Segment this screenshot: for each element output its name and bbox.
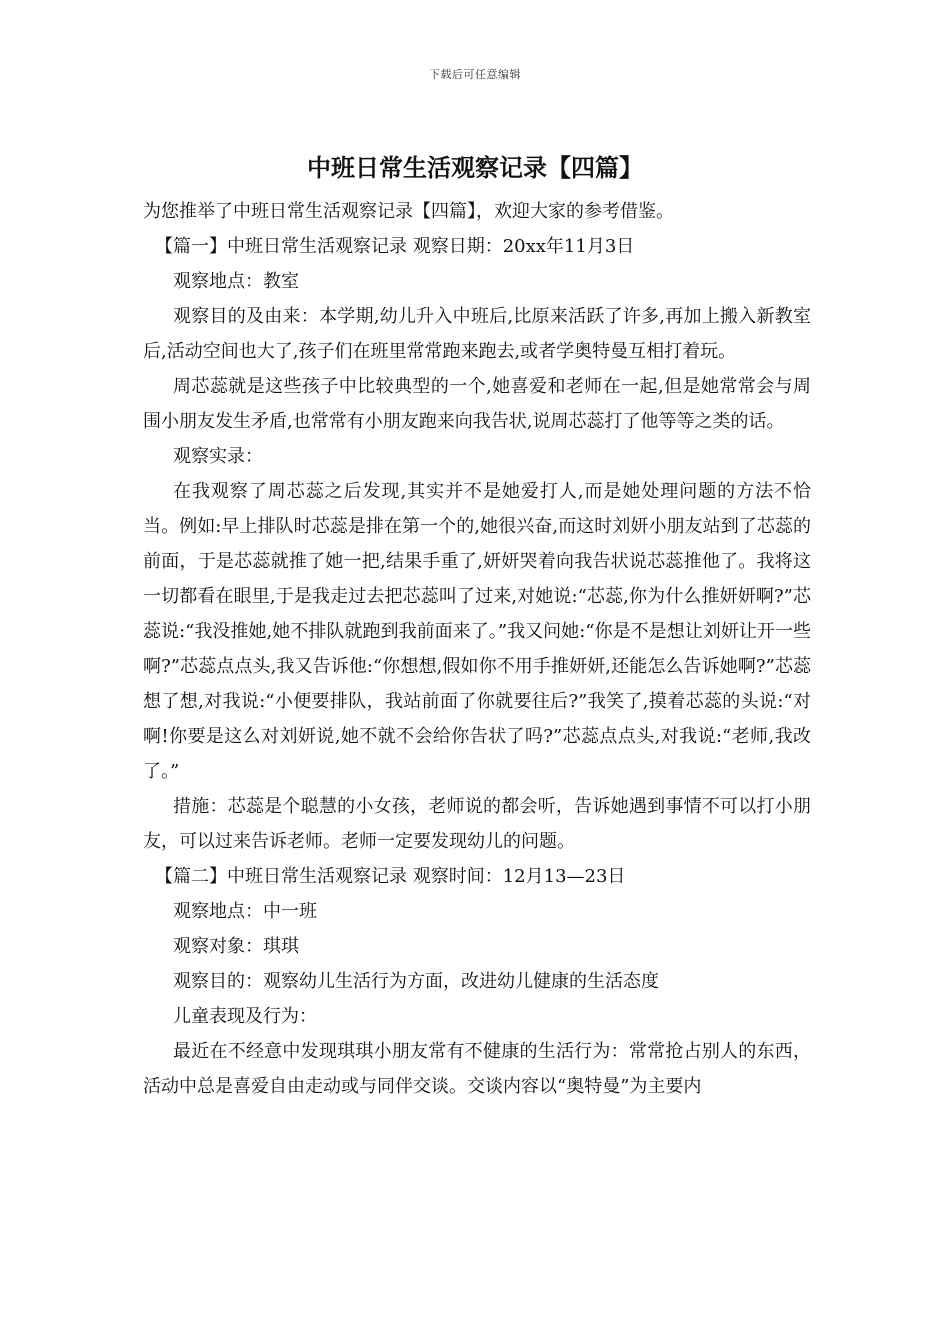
section-2-heading: 【篇二】中班日常生活观察记录 观察时间：12月13—23日 [155, 866, 626, 887]
intro-paragraph: 为您推举了中班日常生活观察记录【四篇】，欢迎大家的参考借鉴。 [143, 201, 674, 222]
paragraph: 观察目的：观察幼儿生活行为方面，改进幼儿健康的生活态度 [173, 971, 659, 992]
paragraph: 观察地点：教室 [173, 271, 299, 292]
document-title: 中班日常生活观察记录【四篇】 [307, 153, 643, 182]
paragraph: 措施：芯蕊是个聪慧的小女孩，老师说的都会听，告诉她遇到事情不可以打小朋友，可以过来告诉老师。老师一定要发现幼儿的问题。 [143, 796, 811, 852]
section-1-heading: 【篇一】中班日常生活观察记录 观察日期：20xx年11月3日 [155, 236, 635, 257]
paragraph: 周芯蕊就是这些孩子中比较典型的一个,她喜爱和老师在一起,但是她常常会与周围小朋友发生矛盾,也常常有小朋友跑来向我告状,说周芯蕊打了他等等之类的话。 [143, 376, 811, 432]
paragraph: 观察对象：琪琪 [173, 936, 299, 957]
document-body [143, 194, 811, 1104]
paragraph: 观察地点：中一班 [173, 901, 317, 922]
paragraph: 儿童表现及行为： [173, 1006, 317, 1027]
paragraph: 在我观察了周芯蕊之后发现,其实并不是她爱打人,而是她处理问题的方法不恰当。例如:早上排队时芯蕊是排在第一个的,她很兴奋,而这时刘妍小朋友站到了芯蕊的前面，于是芯蕊就推了她一把,结果手重了,妍妍哭着向我告状说芯蕊推他了。我将这一切都看在眼里,于是我走过去把芯蕊叫了过来,对她说:“芯蕊,你为什么推妍妍啊?”芯蕊说:“我没推她,她不排队就跑到我前面来了。”我又问她:“你是不是想让刘妍让开一些啊?”芯蕊点点头,我又告诉他:“你想想,假如你不用手推妍妍,还能怎么告诉她啊?”芯蕊想了想,对我说:“小便要排队，我站前面了你就要往后?”我笑了,摸着芯蕊的头说:“对啊!你要是这么对刘妍说,她不就不会给你告状了吗?”芯蕊点点头,对我说:“老师,我改了。” [143, 481, 811, 782]
paragraph: 观察实录： [173, 446, 263, 467]
paragraph: 观察目的及由来：本学期,幼儿升入中班后,比原来活跃了许多,再加上搬入新教室后,活动空间也大了,孩子们在班里常常跑来跑去,或者学奥特曼互相打着玩。 [143, 306, 811, 362]
paragraph: 最近在不经意中发现琪琪小朋友常有不健康的生活行为：常常抢占别人的东西，活动中总是喜爱自由走动或与同伴交谈。交谈内容以“奥特曼”为主要内 [143, 1041, 811, 1097]
header-note: 下载后可任意编辑 [429, 68, 521, 81]
